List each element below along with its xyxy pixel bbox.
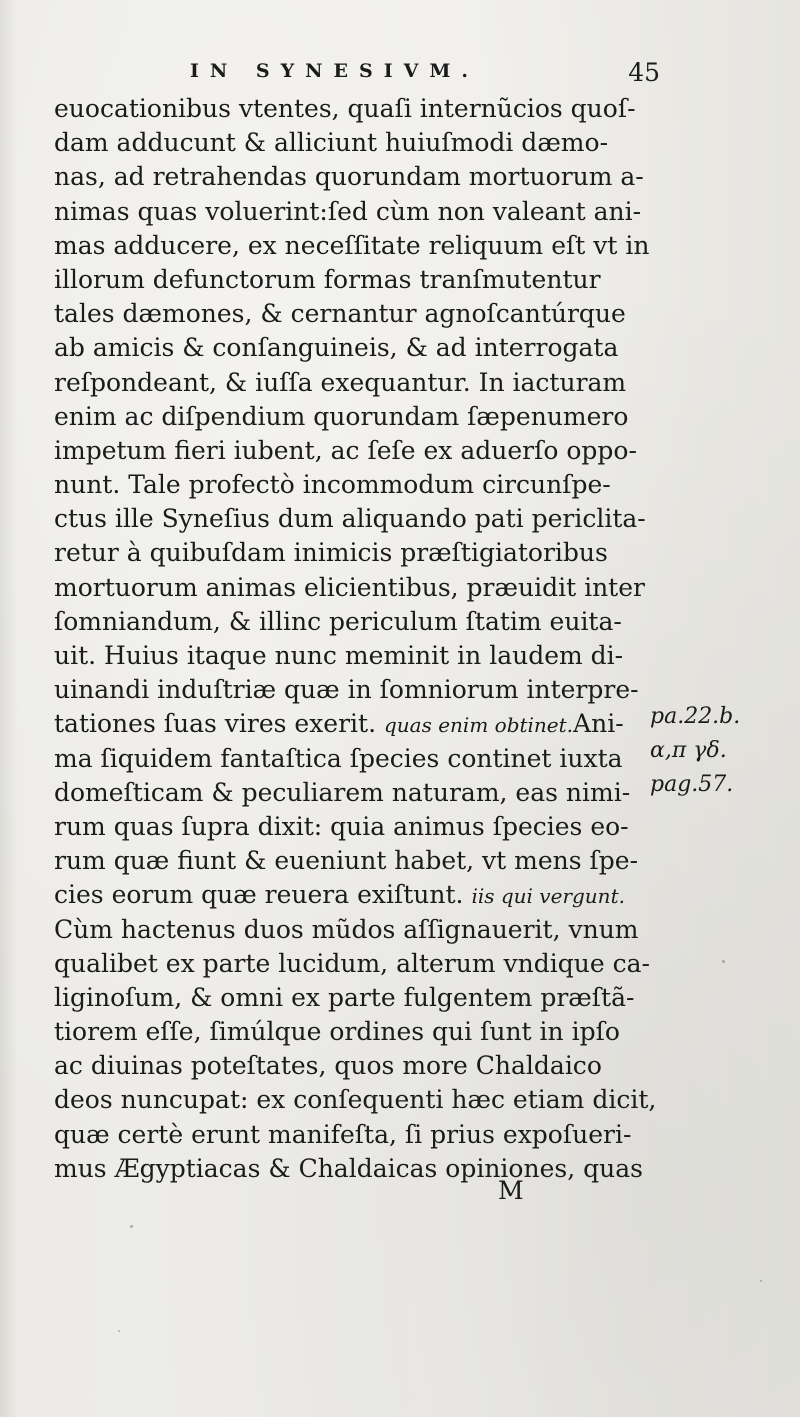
- text-line: reſpondeant, & iuſſa exequantur. In iacturam: [54, 367, 627, 397]
- text-line: ctus ille Syneſius dum aliquando pati periclita-: [54, 504, 646, 534]
- text-line-with-lemma: [54, 878, 654, 912]
- text-line: dam adducunt & alliciunt huiuſmodi dæmo-: [54, 128, 609, 158]
- body-text: [54, 92, 657, 1186]
- text-line: ac diuinas poteſtates, quos more Chaldaico: [54, 1051, 602, 1081]
- line-text: tationes ſuas vires exerit.: [54, 709, 377, 739]
- running-head: [150, 60, 670, 90]
- lemma-italic: iis qui vergunt.: [471, 884, 625, 909]
- text-line: tiorem eſſe, ſimúlque ordines qui ſunt in ipſo: [54, 1017, 620, 1047]
- text-line: ab amicis & conſanguineis, & ad interrogata: [54, 333, 619, 363]
- margin-note: α,π γδ.: [650, 738, 727, 764]
- text-line: rum quas ſupra dixit: quia animus ſpecies eo-: [54, 811, 629, 841]
- text-line: domeſticam & peculiarem naturam, eas nimi-: [54, 777, 631, 807]
- margin-note: pag.57.: [650, 772, 734, 798]
- line-text: cies eorum quæ reuera exiſtunt.: [54, 880, 464, 910]
- text-line: nimas quas voluerint:ſed cùm non valeant ani-: [54, 196, 642, 226]
- text-line: mortuorum animas elicientibus, præuidit inter: [54, 572, 645, 602]
- paper-speck: [130, 1225, 133, 1228]
- running-head-title: IN SYNESIVM.: [190, 60, 480, 82]
- text-line: Cùm hactenus duos mũdos aſſignauerit, vnum: [54, 914, 639, 944]
- text-line: impetum fieri iubent, ac ſeſe ex aduerſo oppo-: [54, 435, 637, 465]
- text-line: euocationibus vtentes, quaſi internũcios quoſ-: [54, 94, 636, 123]
- text-line: illorum defunctorum formas tranſmutentur: [54, 264, 601, 294]
- margin-notes: [650, 700, 790, 803]
- paper-speck: [118, 1330, 120, 1332]
- text-line: deos nuncupat: ex conſequenti hæc etiam dicit,: [54, 1085, 657, 1115]
- margin-note: pa.22.b.: [650, 704, 741, 729]
- text-line-with-lemma: [54, 707, 654, 741]
- text-line: mus Ægyptiacas & Chaldaicas opiniones, quas: [54, 1153, 643, 1183]
- text-line: ſomniandum, & illinc periculum ſtatim euita-: [54, 606, 622, 636]
- text-line: liginoſum, & omni ex parte fulgentem præſtã-: [54, 982, 635, 1012]
- paper-speck: [722, 960, 725, 963]
- text-line: tales dæmones, & cernantur agnoſcantúrque: [54, 299, 626, 329]
- text-line: qualibet ex parte lucidum, alterum vndique ca-: [54, 948, 650, 978]
- text-line: mas adducere, ex neceſſitate reliquum eſt vt in: [54, 230, 650, 260]
- text-line: retur à quibuſdam inimicis præſtigiatoribus: [54, 538, 608, 568]
- lemma-italic: quas enim obtinet.: [383, 713, 574, 738]
- text-line: nunt. Tale profectò incommodum circunſpe-: [54, 470, 611, 500]
- text-line: enim ac diſpendium quorundam ſæpenumero: [54, 401, 629, 431]
- text-line: uit. Huius itaque nunc meminit in laudem di-: [54, 641, 624, 670]
- text-line: nas, ad retrahendas quorundam mortuorum a-: [54, 162, 644, 192]
- text-line: quæ certè erunt manifeſta, ſi prius expoſueri-: [54, 1119, 632, 1149]
- paper-speck: [760, 1280, 762, 1282]
- page-number: 45: [628, 58, 660, 87]
- text-line: uinandi induſtriæ quæ in ſomniorum interpre-: [54, 675, 639, 705]
- line-text-continued: Ani-: [573, 709, 624, 739]
- catchword: M: [498, 1176, 524, 1205]
- text-line: ma ſiquidem fantaſtica ſpecies continet iuxta: [54, 743, 623, 773]
- text-line: rum quæ fiunt & eueniunt habet, vt mens ſpe-: [54, 846, 639, 876]
